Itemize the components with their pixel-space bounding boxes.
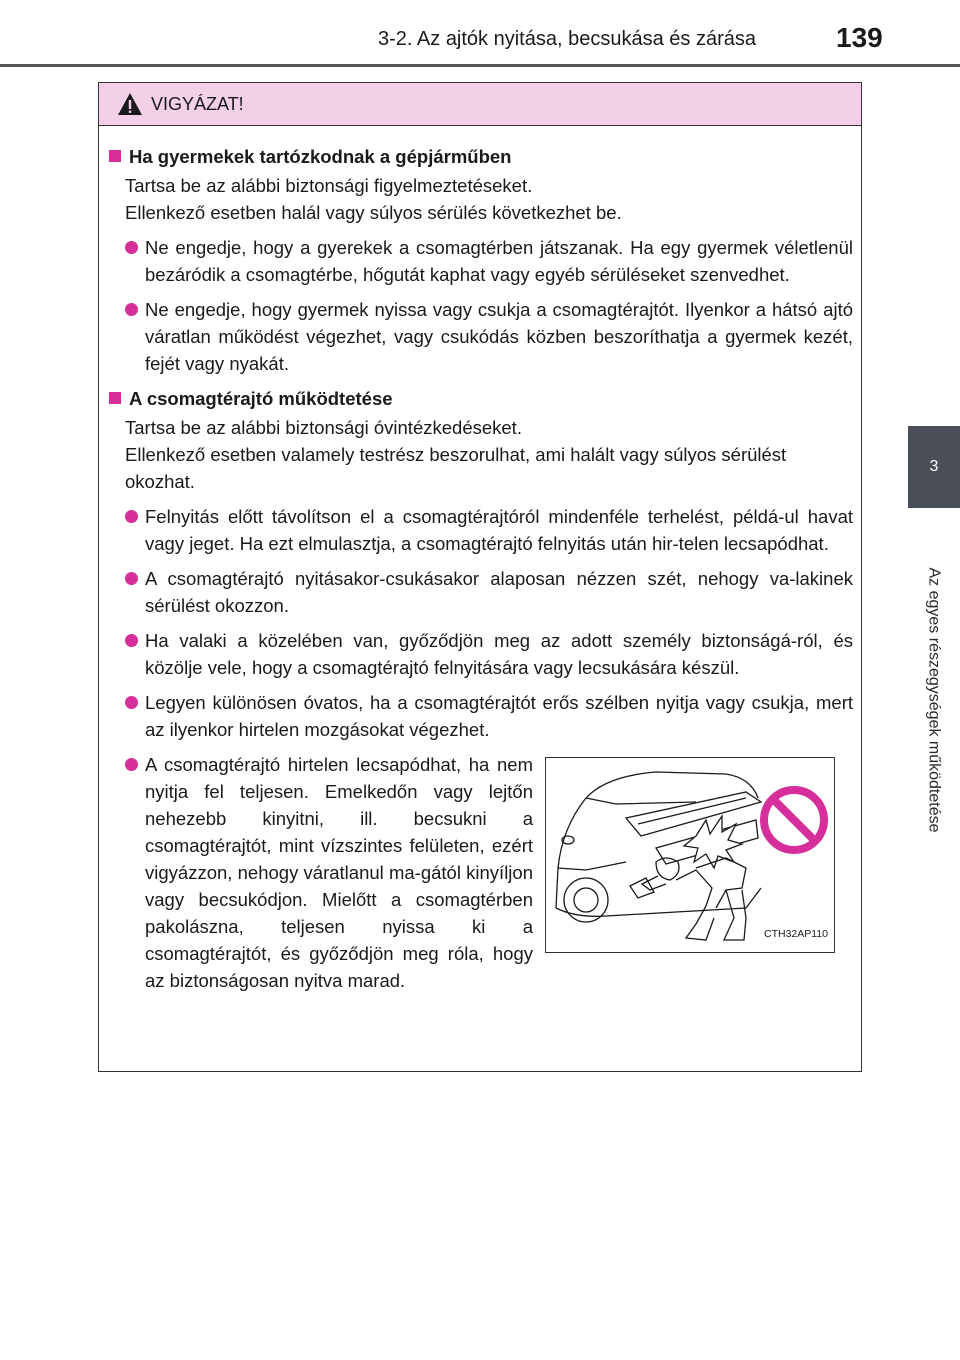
round-bullet-icon [125, 510, 138, 523]
list-item: Ne engedje, hogy gyermek nyissa vagy csukja a csomagtérajtót. Ilyenkor a hátsó ajtó váratlan működést végezhet, vagy csukódás közben beszoríthatja a gyermek kezét, fejét vagy nyakát. [109, 296, 853, 377]
warning-box [98, 82, 862, 1072]
round-bullet-icon [125, 241, 138, 254]
chapter-title: Az egyes részegységek működtetése [926, 567, 943, 833]
section-intro: Tartsa be az alábbi biztonsági óvintézkedéseket. Ellenkező esetben valamely testrész beszorulhat, ami halált vagy súlyos sérülést okozhat. [125, 417, 787, 492]
header-rule [0, 64, 960, 67]
round-bullet-icon [125, 572, 138, 585]
round-bullet-icon [125, 758, 138, 771]
tailgate-warning-illustration [545, 757, 835, 953]
list-item: A csomagtérajtó hirtelen lecsapódhat, ha nem nyitja fel teljesen. Emelkedőn vagy lejtőn nehezebb kinyitni, ill. becsukni a csomagtérajtót, mint vízszintes felületen, ezért vigyázzon, nehogy váratlanul ma-gától kinyíljon vagy becsukódjon. Mielőtt a csomagtérben pakolászna, teljesen nyissa ki a csomagtérajtót, és győződjön meg róla, hogy az biztonságosan nyitva marad. [109, 751, 533, 994]
section-title: 3-2. Az ajtók nyitása, becsukása és zárása [378, 28, 756, 50]
list-item: Legyen különösen óvatos, ha a csomagtérajtót erős szélben nyitja vagy csukja, mert az ilyenkor hirtelen mozgásokat végezhet. [109, 689, 853, 743]
warning-triangle-icon [117, 92, 143, 116]
chapter-title-vertical [908, 520, 960, 880]
warning-header [99, 83, 861, 126]
list-item: A csomagtérajtó nyitásakor-csukásakor alaposan nézzen szét, nehogy va-lakinek sérülést okozzon. [109, 565, 853, 619]
round-bullet-icon [125, 303, 138, 316]
round-bullet-icon [125, 634, 138, 647]
section-heading: A csomagtérajtó működtetése [109, 385, 853, 412]
warning-content [109, 143, 853, 1002]
square-bullet-icon [109, 150, 121, 162]
list-item: Felnyitás előtt távolítson el a csomagtérajtóról mindenféle terhelést, példá-ul havat vagy jeget. Ha ezt elmulasztja, a csomagtérajtó felnyitás után hir-telen lecsapódhat. [109, 503, 853, 557]
list-item: Ne engedje, hogy a gyerekek a csomagtérben játszanak. Ha egy gyermek véletlenül bezáródik a csomagtérbe, hőgutát kaphat vagy egyéb sérüléseket szenvedhet. [109, 234, 853, 288]
page-number: 139 [836, 22, 883, 53]
section-intro: Tartsa be az alábbi biztonsági figyelmeztetéseket. Ellenkező esetben halál vagy súlyos sérülés következhet be. [125, 175, 622, 223]
round-bullet-icon [125, 696, 138, 709]
last-item-row [109, 751, 853, 1002]
warning-title: VIGYÁZAT! [151, 93, 244, 114]
figure-code: CTH32AP110 [763, 928, 828, 940]
chapter-number: 3 [929, 458, 939, 475]
list-item: Ha valaki a közelében van, győződjön meg az adott személy biztonságá-ról, és közölje vele, hogy a csomagtérajtó felnyitására vagy lecsukására készül. [109, 627, 853, 681]
chapter-tab [908, 426, 960, 508]
square-bullet-icon [109, 392, 121, 404]
section-heading: Ha gyermekek tartózkodnak a gépjárműben [109, 143, 853, 170]
